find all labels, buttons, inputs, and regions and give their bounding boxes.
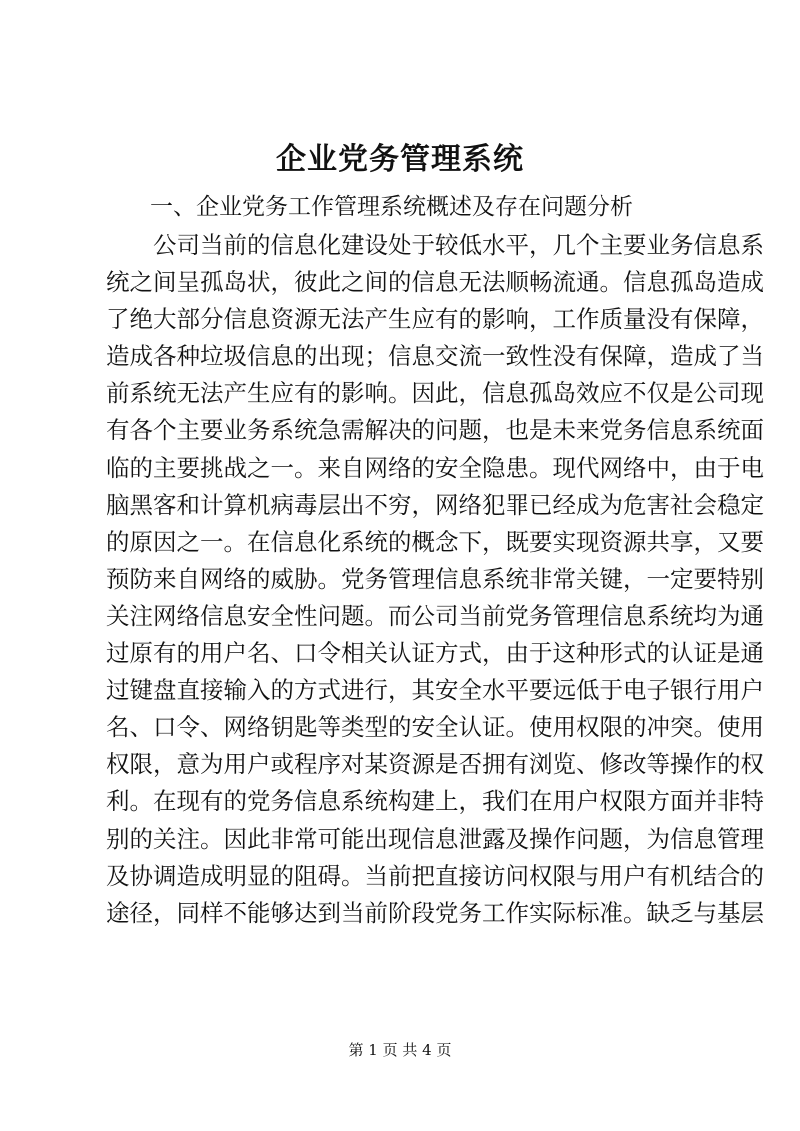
document-title: 企业党务管理系统 xyxy=(276,142,524,177)
body-line: 利。在现有的党务信息系统构建上，我们在用户权限方面并非特 xyxy=(106,787,764,816)
body-line: 公司当前的信息化建设处于较低水平，几个主要业务信息系 xyxy=(106,231,764,259)
body-line: 别的关注。因此非常可能出现信息泄露及操作问题，为信息管理 xyxy=(106,824,764,853)
body-line: 关注网络信息安全性问题。而公司当前党务管理信息系统均为通 xyxy=(106,601,764,630)
body-line: 途径，同样不能够达到当前阶段党务工作实际标准。缺乏与基层 xyxy=(106,898,764,927)
body-line: 了绝大部分信息资源无法产生应有的影响，工作质量没有保障， xyxy=(106,305,764,334)
body-line: 有各个主要业务系统急需解决的问题，也是未来党务信息系统面 xyxy=(106,416,764,445)
body-line: 权限，意为用户或程序对某资源是否拥有浏览、修改等操作的权 xyxy=(106,750,764,779)
body-line: 的原因之一。在信息化系统的概念下，既要实现资源共享，又要 xyxy=(106,527,764,556)
body-line: 造成各种垃圾信息的出现；信息交流一致性没有保障，造成了当 xyxy=(106,342,764,371)
body-line: 过原有的用户名、口令相关认证方式，由于这种形式的认证是通 xyxy=(106,639,764,668)
body-line: 过键盘直接输入的方式进行，其安全水平要远低于电子银行用户 xyxy=(106,676,764,705)
body-line: 统之间呈孤岛状，彼此之间的信息无法顺畅流通。信息孤岛造成 xyxy=(106,268,764,297)
body-line: 预防来自网络的威胁。党务管理信息系统非常关键，一定要特别 xyxy=(106,564,764,593)
body-line: 脑黑客和计算机病毒层出不穷，网络犯罪已经成为危害社会稳定 xyxy=(106,490,764,519)
body-line: 名、口令、网络钥匙等类型的安全认证。使用权限的冲突。使用 xyxy=(106,713,764,742)
body-line: 及协调造成明显的阻碍。当前把直接访问权限与用户有机结合的 xyxy=(106,861,764,890)
body-line: 临的主要挑战之一。来自网络的安全隐患。现代网络中，由于电 xyxy=(106,453,764,482)
page-footer: 第 1 页 共 4 页 xyxy=(348,1041,452,1059)
section-heading: 一、企业党务工作管理系统概述及存在问题分析 xyxy=(150,194,633,220)
body-line: 前系统无法产生应有的影响。因此，信息孤岛效应不仅是公司现 xyxy=(106,379,764,408)
body-paragraph xyxy=(106,227,764,932)
